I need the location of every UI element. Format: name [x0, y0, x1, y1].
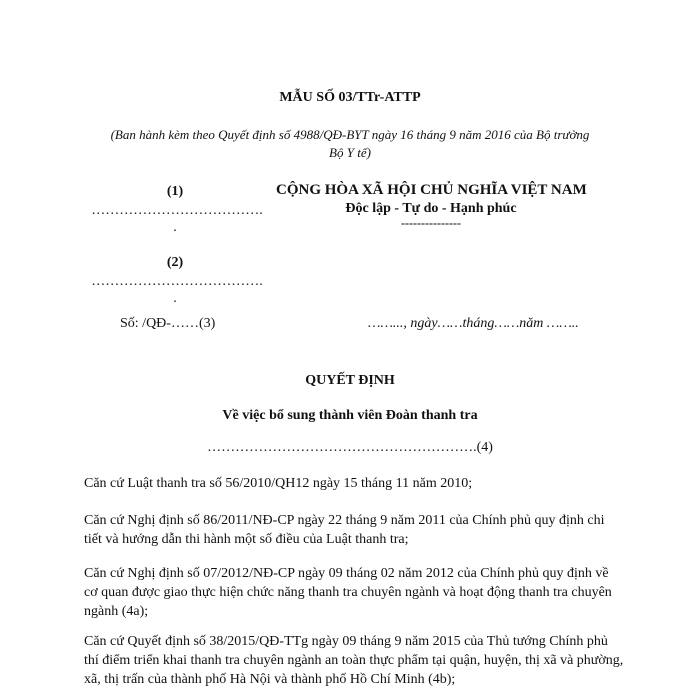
- issued-by-note: (Ban hành kèm theo Quyết định số 4988/QĐ-BYT ngày 16 tháng 9 năm 2016 của Bộ trưởng Bộ Y tế): [110, 127, 590, 160]
- document-date: ……..., ngày……tháng……năm ……..: [368, 316, 579, 331]
- legal-basis-item: Căn cứ Nghị định số 07/2012/NĐ-CP ngày 09 tháng 02 năm 2012 của Chính phủ quy định về cơ quan được giao thực hiện chức năng thanh tra chuyên ngành và hoạt động thanh tra chuyên ngành (4a);: [84, 566, 612, 619]
- org1-placeholder: ……………………………….: [91, 203, 263, 218]
- legal-basis-item: Căn cứ Quyết định số 38/2015/QĐ-TTg ngày 09 tháng 9 năm 2015 của Thủ tướng Chính phủ thí điểm triển khai thanh tra chuyên ngành an toàn thực phẩm tại quận, huyện, thị xã và phường, xã, thị trấn của thành phố Hà Nội và thành phố Hồ Chí Minh (4b);: [84, 634, 624, 687]
- motto-underline: ---------------: [401, 216, 461, 230]
- org2-trailing-dot: .: [173, 291, 177, 306]
- org1-number: (1): [166, 184, 184, 199]
- org2-placeholder: ……………………………….: [91, 274, 263, 289]
- document-number: Số: /QĐ-……(3): [120, 316, 216, 331]
- form-title: MẪU SỐ 03/TTr-ATTP: [279, 90, 421, 105]
- decision-subject: Về việc bổ sung thành viên Đoàn thanh tra: [222, 408, 478, 423]
- legal-basis-item: Căn cứ Luật thanh tra số 56/2010/QH12 ngày 15 tháng 11 năm 2010;: [84, 476, 473, 491]
- country-name: CỘNG HÒA XÃ HỘI CHỦ NGHĨA VIỆT NAM: [276, 182, 587, 198]
- national-motto: Độc lập - Tự do - Hạnh phúc: [345, 201, 517, 216]
- org1-trailing-dot: .: [173, 220, 177, 235]
- decision-title: QUYẾT ĐỊNH: [305, 373, 395, 388]
- org2-number: (2): [166, 255, 184, 270]
- legal-basis-item: Căn cứ Nghị định số 86/2011/NĐ-CP ngày 22 tháng 9 năm 2011 của Chính phủ quy định chi tiết và hướng dẫn thi hành một số điều của Luật thanh tra;: [84, 513, 605, 547]
- issuing-authority-placeholder: ………………………………………………….(4): [207, 440, 493, 455]
